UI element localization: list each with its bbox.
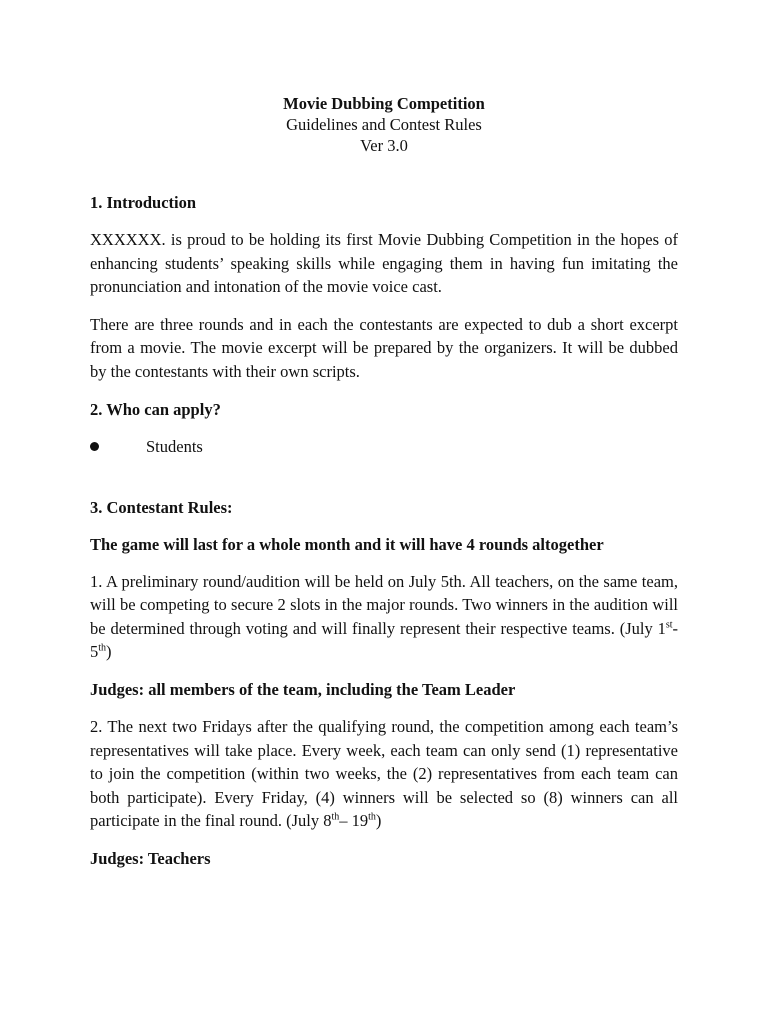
rule-item-1 xyxy=(90,570,678,664)
title-block xyxy=(0,93,768,156)
judges-heading-2: Judges: Teachers xyxy=(90,848,211,868)
judges-heading-1: Judges: all members of the team, including the Team Leader xyxy=(90,679,516,699)
bullet-list-item xyxy=(90,436,678,458)
rule-item-2-sup-1: th xyxy=(331,811,340,823)
rule-item-1-text: 1. A preliminary round/audition will be held on July 5th. All teachers, on the same team, will be competing to secure 2 slots in the major rounds. Two winners in the audition will be determined through voting and will finally represent their respective teams. (July 1 xyxy=(90,571,678,638)
rules-subheading: The game will last for a whole month and it will have 4 rounds altogether xyxy=(90,534,604,554)
section-heading-introduction: 1. Introduction xyxy=(90,193,197,212)
rule-item-1-sup-1: st xyxy=(665,619,673,631)
intro-paragraph-1: XXXXXX. is proud to be holding its first Movie Dubbing Competition in the hopes of enhancing students’ speaking skills while engaging them in having fun imitating the pronunciation and intonation of the movie voice cast. xyxy=(90,230,678,297)
rule-item-2-mid: – 19 xyxy=(339,811,369,831)
rule-item-2-end: ) xyxy=(375,811,382,831)
rule-item-1-mid: -5 xyxy=(90,618,678,662)
rule-item-2-sup-2: th xyxy=(368,811,376,823)
document-subtitle: Guidelines and Contest Rules xyxy=(286,115,482,134)
document-title: Movie Dubbing Competition xyxy=(283,94,485,113)
document-body xyxy=(90,192,678,870)
section-heading-who-can-apply: 2. Who can apply? xyxy=(90,399,221,419)
rule-item-2 xyxy=(90,715,678,833)
bullet-text: Students xyxy=(146,436,203,456)
document-version: Ver 3.0 xyxy=(360,136,408,155)
bullet-icon xyxy=(90,442,99,451)
rule-item-1-end: ) xyxy=(106,642,112,662)
intro-paragraph-2: There are three rounds and in each the contestants are expected to dub a short excerpt from a movie. The movie excerpt will be prepared by the organizers. It will be dubbed by the contestants with their own scripts. xyxy=(90,314,678,381)
section-heading-contestant-rules: 3. Contestant Rules: xyxy=(90,497,233,517)
rule-item-1-sup-2: th xyxy=(98,642,107,654)
rule-item-2-text: 2. The next two Fridays after the qualifying round, the competition among each team’s representatives will take place. Every week, each team can only send (1) representative to join the competition (within two weeks, the (2) representatives from each team can both participate). Every Friday, (4) winners will be selected so (8) winners can all participate in the final round. (July 8 xyxy=(90,716,678,831)
